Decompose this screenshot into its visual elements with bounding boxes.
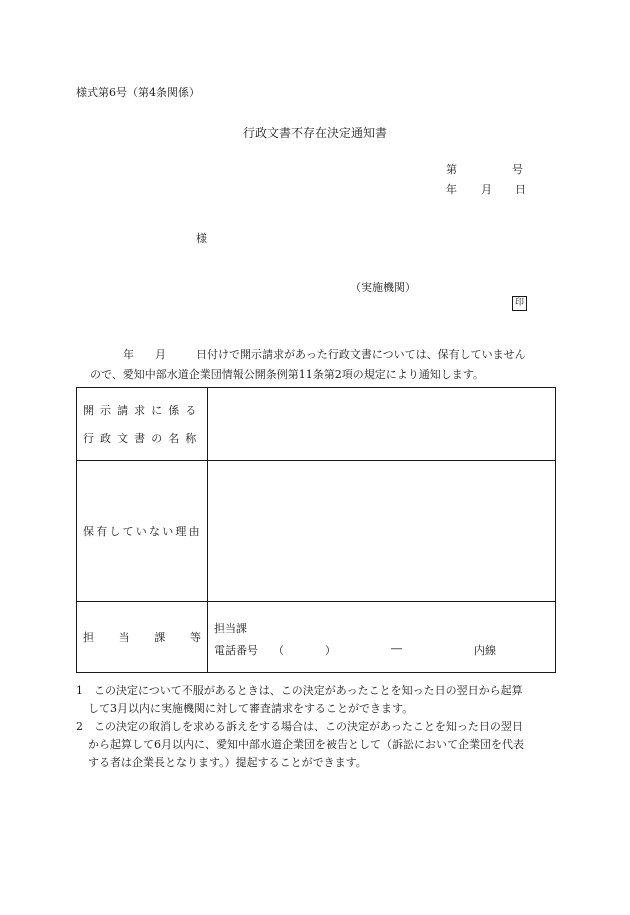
document-title: 行政文書不存在決定通知書 bbox=[242, 126, 387, 140]
date-day-label: 日 bbox=[515, 183, 526, 196]
table-row bbox=[77, 388, 556, 461]
reason-label bbox=[77, 461, 208, 602]
label-char: 担 bbox=[83, 631, 94, 644]
body-text-rest: 日付けで開示請求があった行政文書については、保有していません bbox=[196, 348, 526, 361]
contact-field bbox=[208, 602, 556, 673]
extension-label: 内線 bbox=[474, 644, 496, 657]
note-text: この決定の取消しを求める訴えをする場合は、この決定があったことを知った日の翌日 bbox=[94, 720, 523, 733]
body-date-year: 年 bbox=[123, 348, 134, 361]
body-date-month: 月 bbox=[155, 348, 166, 361]
reason-field[interactable] bbox=[208, 461, 556, 602]
note-item bbox=[76, 718, 560, 772]
note-text: して3月以内に実施機関に対して審査請求をすることができます。 bbox=[88, 702, 414, 715]
note-text: この決定について不服があるときは、この決定があったことを知った日の翌日から起算 bbox=[94, 684, 523, 697]
table-row bbox=[77, 461, 556, 602]
document-name-label bbox=[77, 388, 208, 461]
dept-label: 担当課 bbox=[214, 622, 247, 635]
note-item bbox=[76, 682, 560, 718]
phone-paren-open: （ bbox=[273, 644, 284, 657]
label-line: 開示請求に係る bbox=[83, 404, 203, 417]
body-text-line2: ので、愛知中部水道企業団情報公開条例第11条第2項の規定により通知します。 bbox=[90, 368, 484, 381]
label-line: 保有していない理由 bbox=[83, 525, 202, 538]
seal-mark: 印 bbox=[512, 296, 527, 311]
agency-label: （実施機関） bbox=[350, 281, 416, 294]
note-text: から起算して6月以内に、愛知中部水道企業団を被告として（訴訟において企業団を代表 bbox=[88, 738, 524, 751]
phone-label: 電話番号 bbox=[214, 644, 258, 657]
phone-paren-close: ） bbox=[325, 644, 336, 657]
notice-table bbox=[76, 387, 556, 673]
label-char: 等 bbox=[189, 631, 201, 644]
date-year-label: 年 bbox=[446, 183, 457, 196]
label-char: 課 bbox=[154, 631, 166, 644]
table-row bbox=[77, 602, 556, 673]
addressee-honorific: 様 bbox=[196, 232, 207, 245]
label-line: 行政文書の名称 bbox=[83, 432, 203, 445]
phone-dash: ― bbox=[391, 642, 402, 655]
note-number: 1 bbox=[76, 684, 83, 697]
note-text: する者は企業長となります。）提起することができます。 bbox=[88, 756, 367, 769]
label-char: 当 bbox=[118, 631, 130, 644]
ref-number-suffix: 号 bbox=[512, 163, 523, 176]
note-number: 2 bbox=[76, 720, 83, 733]
date-month-label: 月 bbox=[481, 183, 492, 196]
form-number: 様式第6号（第4条関係） bbox=[76, 86, 200, 99]
ref-number-prefix: 第 bbox=[446, 163, 457, 176]
document-name-field[interactable] bbox=[208, 388, 556, 461]
contact-label bbox=[77, 602, 208, 673]
